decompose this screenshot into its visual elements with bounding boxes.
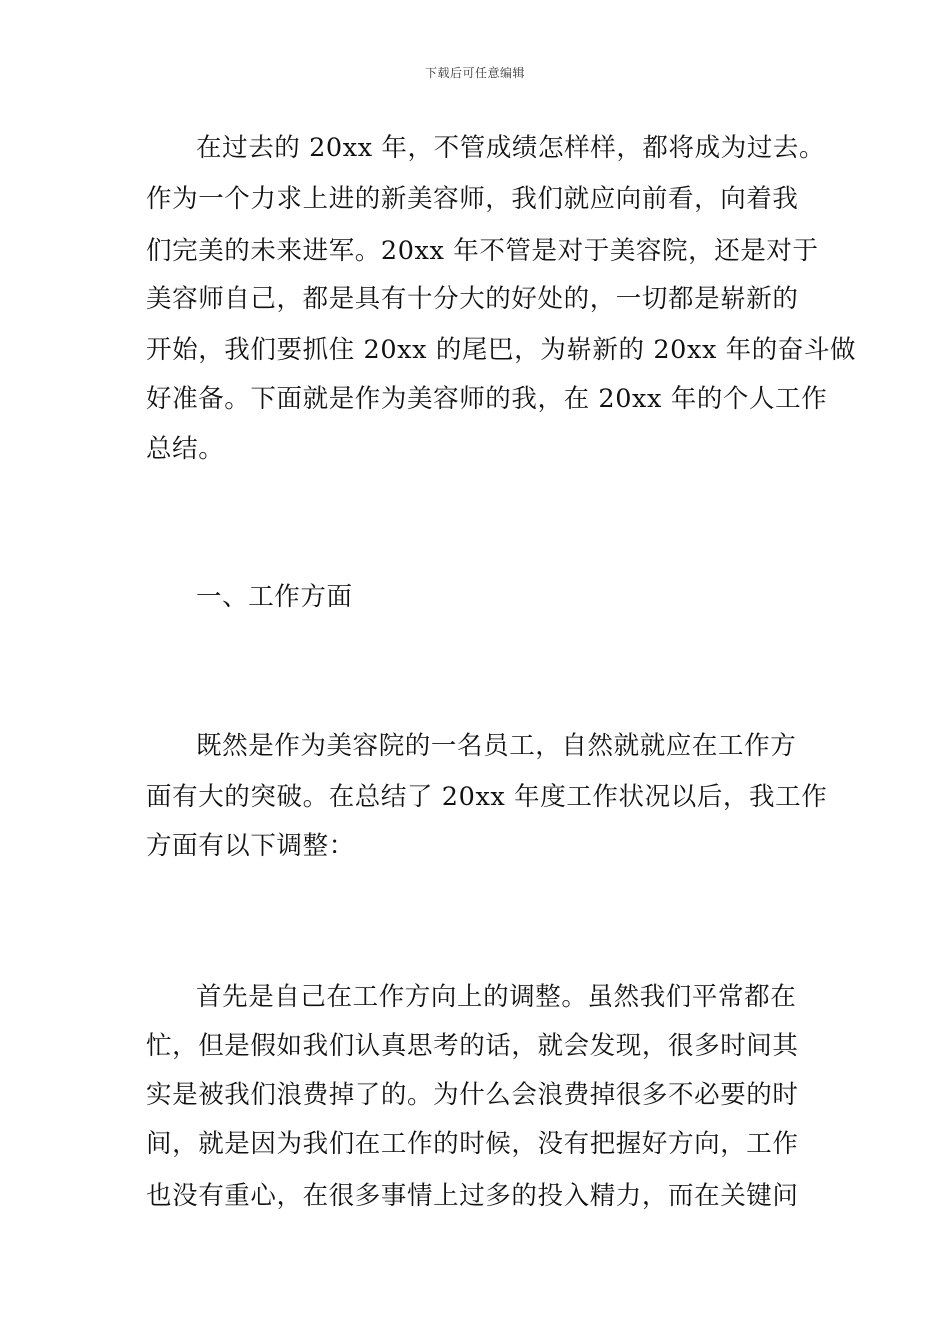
paragraph-3-line-5: 也没有重心，在很多事情上过多的投入精力，而在关键问 (146, 1181, 799, 1211)
paragraph-2-line-3: 方面有以下调整： (146, 831, 355, 861)
paragraph-1-line-1: 在过去的 20xx 年，不管成绩怎样样，都将成为过去。 (196, 133, 826, 163)
paragraph-1-line-6: 好准备。下面就是作为美容师的我，在 20xx 年的个人工作 (146, 384, 828, 414)
paragraph-3-line-3: 实是被我们浪费掉了的。为什么会浪费掉很多不必要的时 (146, 1080, 799, 1110)
paragraph-1-line-2: 作为一个力求上进的新美容师，我们就应向前看，向着我 (146, 184, 799, 214)
paragraph-2-line-2: 面有大的突破。在总结了 20xx 年度工作状况以后，我工作 (146, 782, 828, 812)
paragraph-2-line-1: 既然是作为美容院的一名员工，自然就就应在工作方 (196, 731, 797, 761)
paragraph-1-line-4: 美容师自己，都是具有十分大的好处的，一切都是崭新的 (146, 284, 799, 314)
paragraph-3-line-2: 忙，但是假如我们认真思考的话，就会发现，很多时间其 (146, 1031, 799, 1061)
paragraph-1-line-7: 总结。 (146, 434, 225, 464)
section-heading: 一、工作方面 (196, 582, 353, 612)
paragraph-3-line-4: 间，就是因为我们在工作的时候，没有把握好方向，工作 (146, 1129, 799, 1159)
paragraph-1-line-3: 们完美的未来进军。20xx 年不管是对于美容院，还是对于 (146, 236, 819, 266)
paragraph-3-line-1: 首先是自己在工作方向上的调整。虽然我们平常都在 (196, 982, 797, 1012)
paragraph-1-line-5: 开始，我们要抓住 20xx 的尾巴，为崭新的 20xx 年的奋斗做 (146, 335, 857, 365)
download-note: 下载后可任意编辑 (424, 66, 525, 80)
